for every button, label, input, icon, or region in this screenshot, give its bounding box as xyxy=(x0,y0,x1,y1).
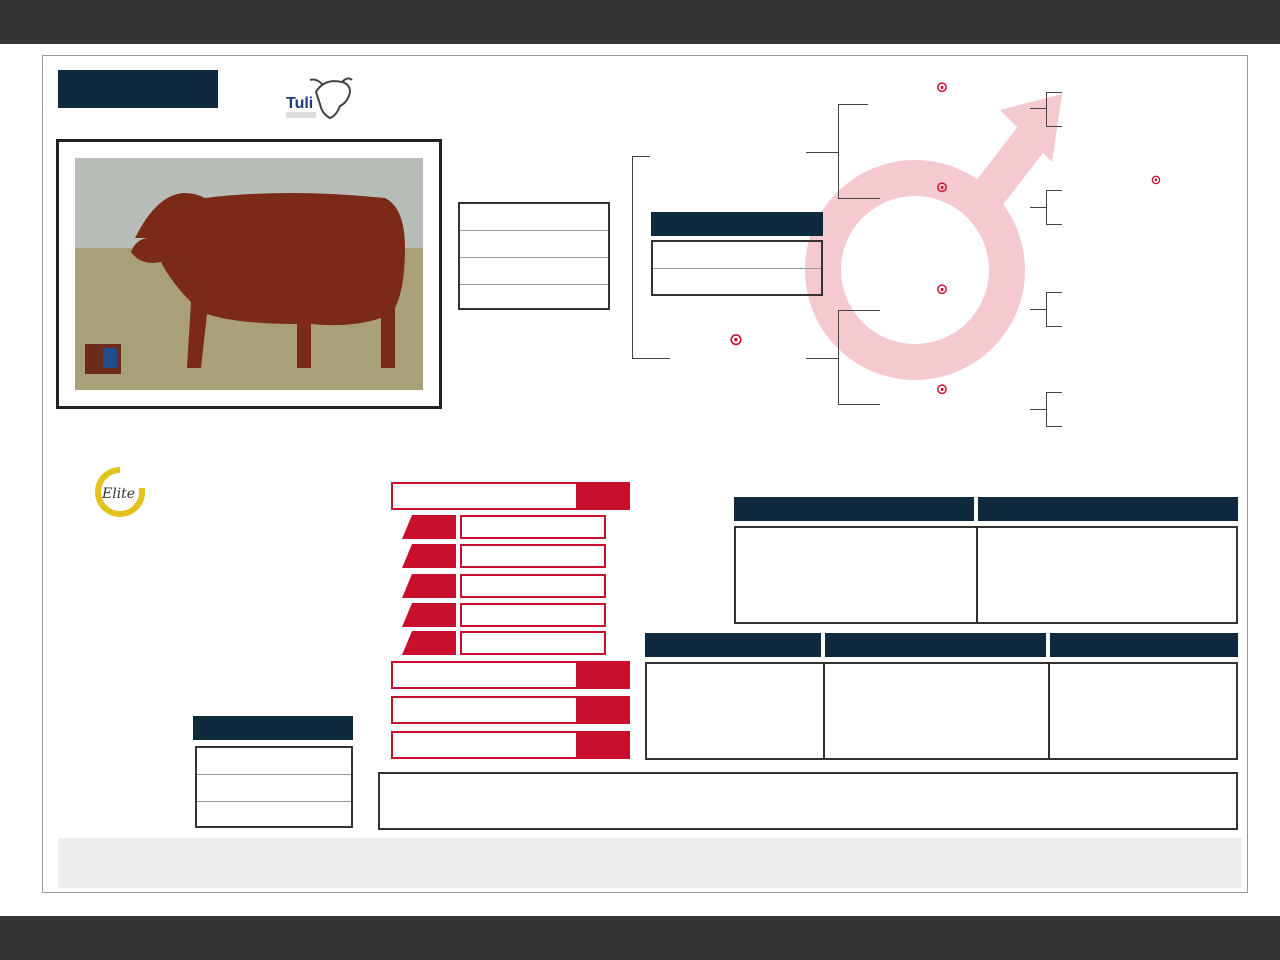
sub-value-number xyxy=(402,574,456,598)
pedigree-line xyxy=(1046,292,1047,326)
sub-value-label xyxy=(460,544,606,568)
sub-value-label xyxy=(460,515,606,539)
produksie-waarde-index xyxy=(391,731,630,759)
logix-logo xyxy=(650,490,722,628)
koeiwaarde-index xyxy=(391,482,630,510)
ebv-table-top xyxy=(734,526,1238,624)
weights-table xyxy=(378,772,1238,830)
sub-value-row xyxy=(402,631,606,655)
sire[interactable] xyxy=(650,128,806,134)
lot-number xyxy=(58,70,218,108)
viewer-top-bar xyxy=(0,0,1280,44)
gt-icon: ⊙ xyxy=(935,178,949,196)
sub-value-label xyxy=(460,574,606,598)
great-grandparent[interactable] xyxy=(1076,412,1236,416)
sub-value-label xyxy=(460,603,606,627)
vrugbaarheid-header xyxy=(978,497,1238,521)
sub-value-row xyxy=(402,603,606,627)
kalf-moeder-header xyxy=(734,497,974,521)
pedigree-line xyxy=(1030,409,1046,410)
great-grandparent[interactable] xyxy=(1076,173,1236,188)
pedigree-line xyxy=(632,156,633,358)
naspeen-header xyxy=(645,633,821,657)
dam[interactable] xyxy=(622,330,850,358)
raam-header xyxy=(825,633,1046,657)
miostatien-table xyxy=(195,746,353,828)
gt-icon: ⊙ xyxy=(1150,173,1162,188)
great-grandparent[interactable] xyxy=(1076,210,1236,214)
sire-sire[interactable] xyxy=(860,78,1024,102)
svg-text:Elite: Elite xyxy=(102,486,136,502)
pedigree-line xyxy=(632,358,670,359)
sub-value-number xyxy=(402,603,456,627)
pedigree-line xyxy=(1046,392,1062,393)
pedigree-line xyxy=(1030,309,1046,310)
pedigree-line xyxy=(632,156,650,157)
great-grandparent[interactable] xyxy=(1076,110,1236,114)
karkas-waarde-index xyxy=(391,696,630,724)
pedigree-line xyxy=(1046,190,1047,224)
sub-value-number xyxy=(402,515,456,539)
gt-icon: ⊙ xyxy=(728,330,744,350)
ebv-table-bottom xyxy=(645,662,1238,760)
gt-icon: ⊙ xyxy=(935,280,949,298)
seller-remarks xyxy=(58,838,1242,888)
index-value xyxy=(576,696,628,724)
pedigree-line xyxy=(1046,426,1062,427)
pedigree-line xyxy=(1046,292,1062,293)
pedigree-line xyxy=(1046,326,1062,327)
dam-sire[interactable] xyxy=(860,280,1024,306)
index-value xyxy=(576,731,628,759)
bull-photo xyxy=(75,158,423,390)
viewer-bottom-bar xyxy=(0,916,1280,960)
tuli-logo xyxy=(282,74,354,126)
gt-icon: ⊙ xyxy=(935,380,949,398)
male-symbol-watermark xyxy=(800,70,1080,410)
parentage-table xyxy=(651,240,823,296)
pedigree-line xyxy=(1030,207,1046,208)
sire-dam[interactable] xyxy=(848,178,1036,204)
great-grandparent[interactable] xyxy=(1076,312,1236,316)
index-value xyxy=(576,661,628,689)
sub-value-row xyxy=(402,544,606,568)
groei-waarde-index xyxy=(391,661,630,689)
index-value xyxy=(576,482,628,510)
qr-code-image xyxy=(56,716,170,830)
animal-stats-table xyxy=(458,202,610,310)
pedigree-line xyxy=(1046,92,1062,93)
pedigree-line xyxy=(806,152,838,153)
pedigree-line xyxy=(838,310,880,311)
sub-value-number xyxy=(402,544,456,568)
sub-value-row xyxy=(402,515,606,539)
pedigree-line xyxy=(1046,392,1047,426)
miostatien-header xyxy=(193,716,353,740)
karkas-header xyxy=(1050,633,1238,657)
sub-value-number xyxy=(402,631,456,655)
sub-value-label xyxy=(460,631,606,655)
pedigree-line xyxy=(838,104,839,198)
pedigree-line xyxy=(838,104,868,105)
svg-text:Tuli: Tuli xyxy=(286,95,314,112)
parentage-header xyxy=(651,212,823,236)
dam-dam[interactable] xyxy=(848,380,1036,406)
pedigree-line xyxy=(1046,224,1062,225)
sub-value-row xyxy=(402,574,606,598)
qr-code[interactable] xyxy=(56,716,170,830)
pedigree-line xyxy=(1046,190,1062,191)
pedigree-line xyxy=(1046,92,1047,126)
gold-elite-logo xyxy=(88,460,152,522)
gt-icon: ⊙ xyxy=(935,78,949,96)
pedigree-line xyxy=(1030,108,1046,109)
pedigree-line xyxy=(806,358,838,359)
pedigree-line xyxy=(1046,126,1062,127)
